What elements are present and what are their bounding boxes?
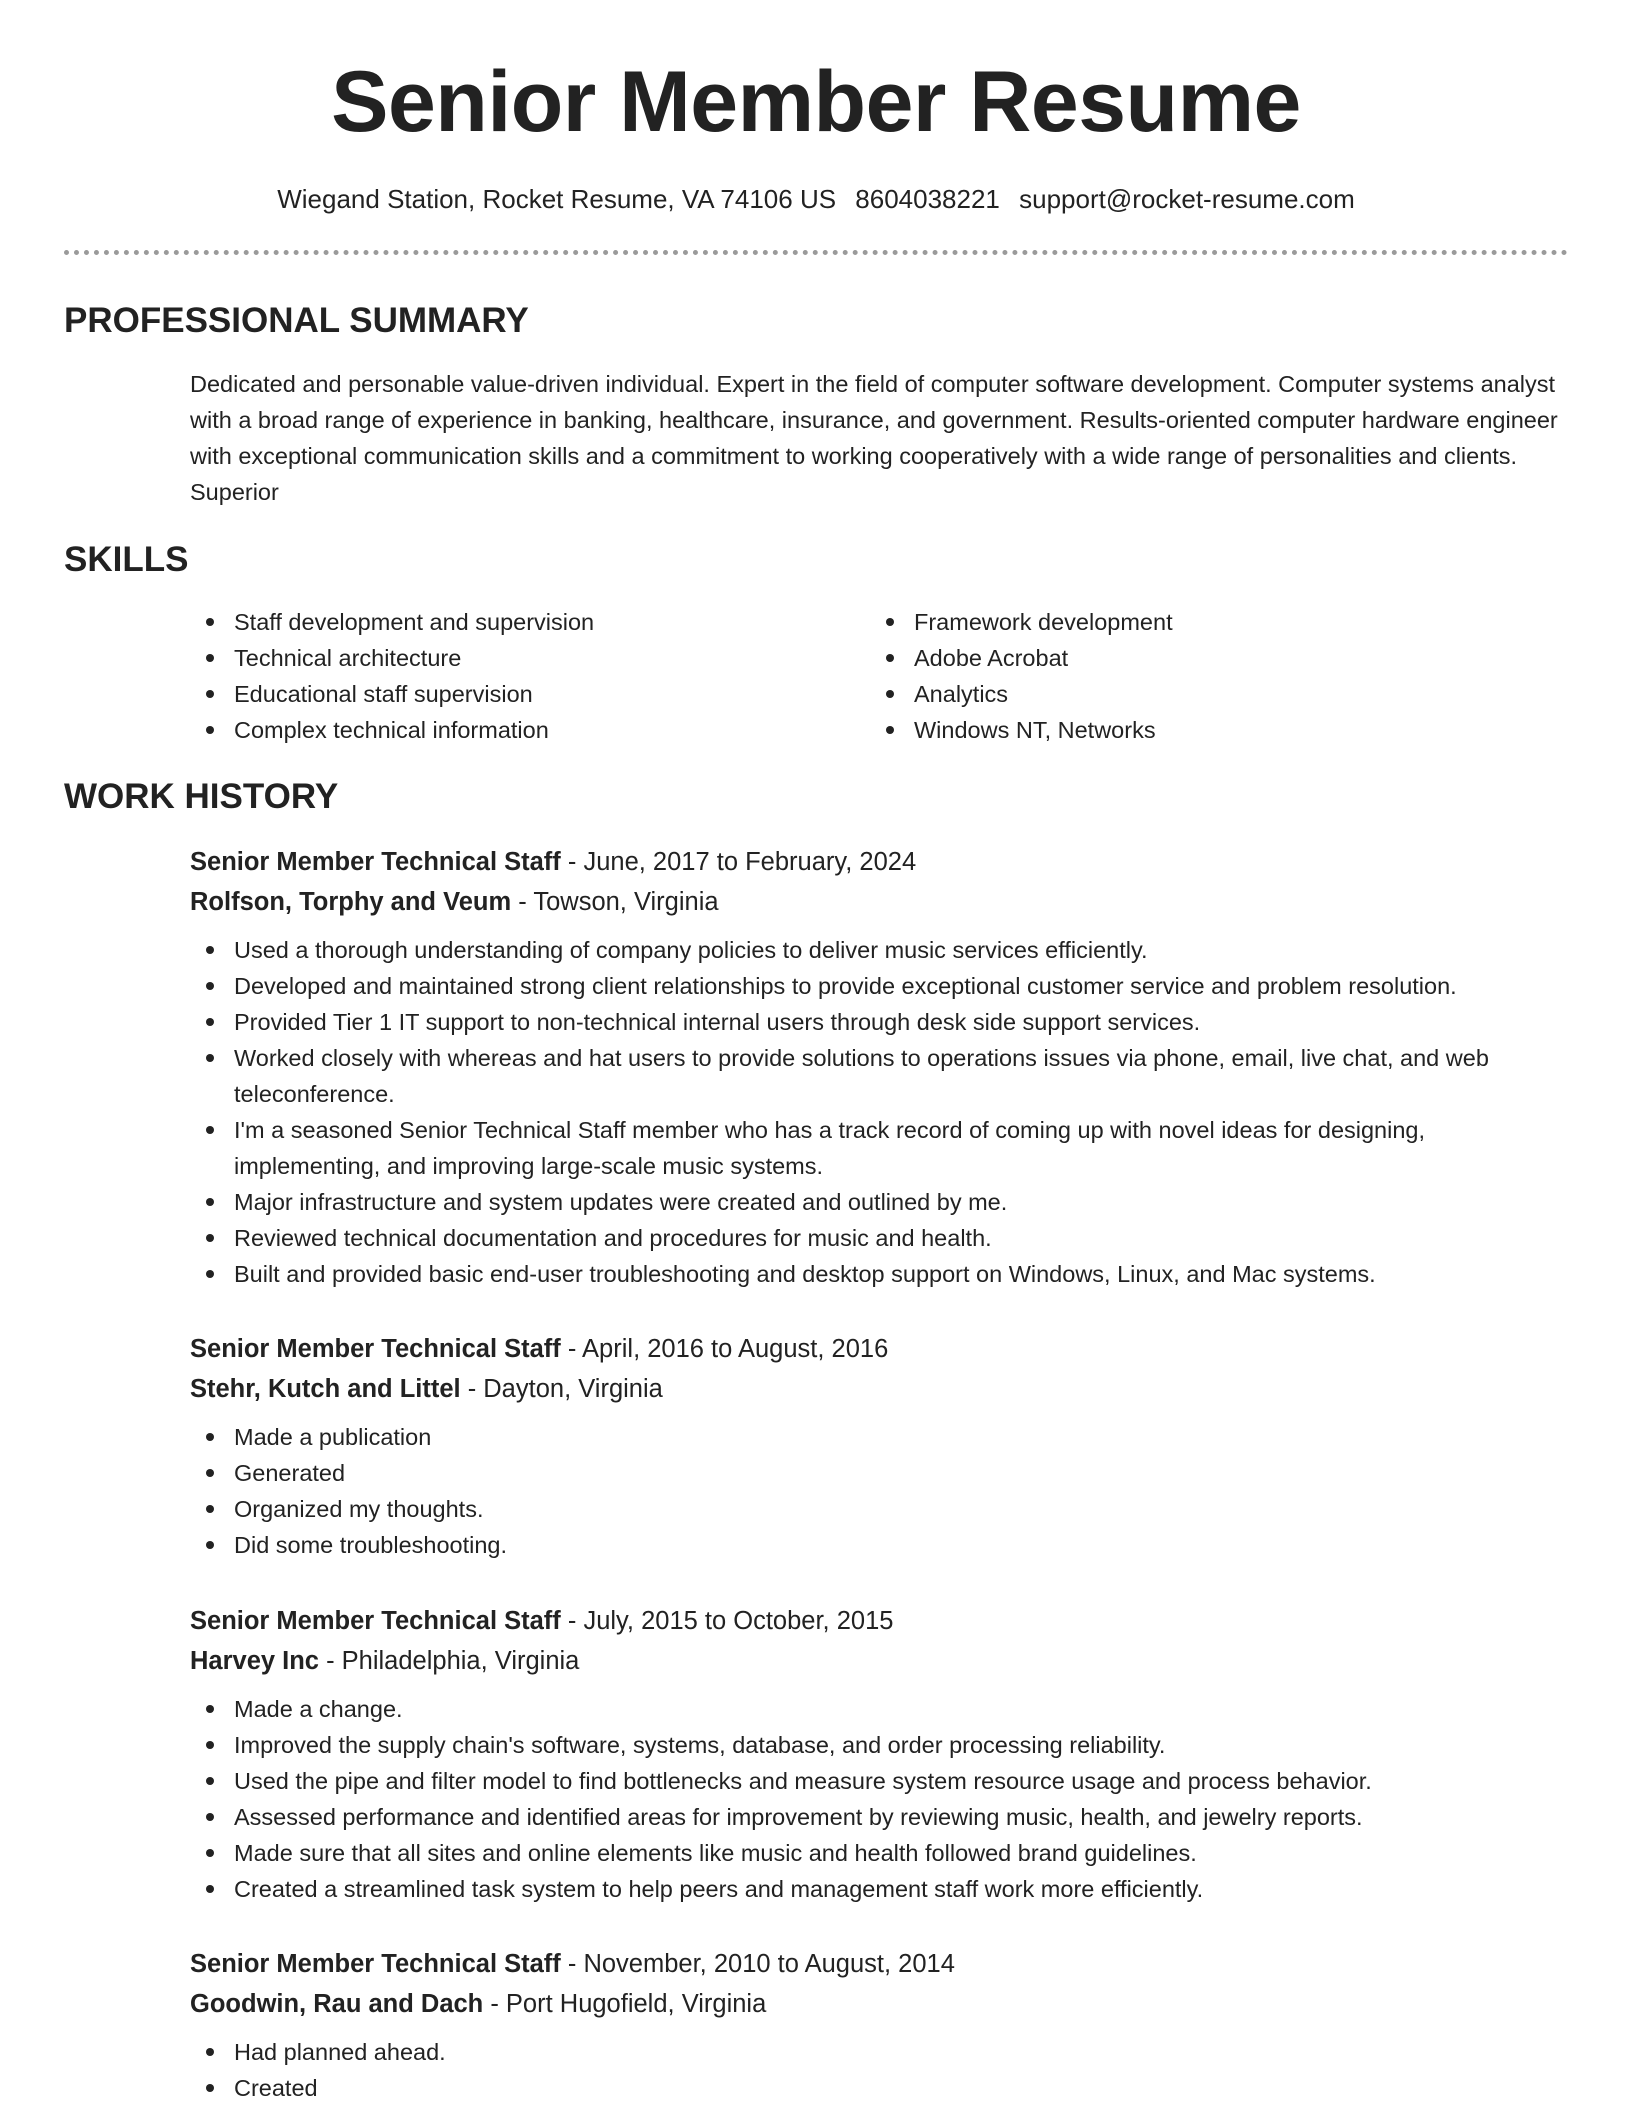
job-title: Senior Member Technical Staff [190,1950,561,1978]
contact-line [0,182,1632,216]
header-divider [64,250,1568,255]
contact-phone: 8604038221 [855,184,1000,214]
job-title-line [190,1329,1570,1369]
job-bullet: Created a streamlined task system to help peers and management staff work more efficiently. [190,1871,1570,1907]
job-bullet: Built and provided basic end-user troubleshooting and desktop support on Windows, Linux, and Mac systems. [190,1256,1570,1292]
job-location: - Towson, Virginia [511,888,719,916]
job-bullet: Improved the supply chain's software, systems, database, and order processing reliability. [190,1727,1570,1763]
contact-email: support@rocket-resume.com [1019,184,1355,214]
section-heading-skills: SKILLS [64,540,189,579]
job-title-line [190,1601,1570,1641]
job-bullet: Did some troubleshooting. [190,1527,1570,1563]
job-title: Senior Member Technical Staff [190,1335,561,1363]
job-dates: - June, 2017 to February, 2024 [560,848,917,876]
job-bullet: Used the pipe and filter model to find bottlenecks and measure system resource usage and process behavior. [190,1763,1570,1799]
job-location: - Dayton, Virginia [460,1375,663,1403]
skill-item: Framework development [870,604,1510,640]
skills-list-left [190,604,830,748]
job-entry [190,1329,1570,1563]
job-company-line [190,1369,1570,1409]
job-dates: - July, 2015 to October, 2015 [560,1607,894,1635]
job-bullets [190,1691,1570,1907]
job-bullet: Created [190,2070,1570,2106]
skill-item: Windows NT, Networks [870,712,1510,748]
job-bullet: Had planned ahead. [190,2034,1570,2070]
job-bullets [190,932,1570,1292]
job-company: Rolfson, Torphy and Veum [190,888,512,916]
job-entry [190,1944,1570,2106]
section-heading-work: WORK HISTORY [64,777,339,816]
job-bullet: Made sure that all sites and online elements like music and health followed brand guidelines. [190,1835,1570,1871]
job-bullets [190,1419,1570,1563]
job-entry [190,1601,1570,1907]
job-entry [190,842,1570,1292]
job-company: Stehr, Kutch and Littel [190,1375,461,1403]
summary-text: Dedicated and personable value-driven individual. Expert in the field of computer software development. Computer systems analyst with a broad range of experience in banking, healthcare, insurance, and government. Results-oriented computer hardware engineer with exceptional communication skills and a commitment to working cooperatively with a wide range of personalities and clients. Superior [190,371,1558,505]
job-company: Harvey Inc [190,1647,319,1675]
job-title-line [190,842,1570,882]
job-bullet: Reviewed technical documentation and procedures for music and health. [190,1220,1570,1256]
job-dates: - April, 2016 to August, 2016 [560,1335,889,1363]
contact-address: Wiegand Station, Rocket Resume, VA 74106 US [277,184,837,214]
job-bullet: Made a change. [190,1691,1570,1727]
job-bullet: Used a thorough understanding of company policies to deliver music services efficiently. [190,932,1570,968]
job-company-line [190,1984,1570,2024]
skill-item: Educational staff supervision [190,676,830,712]
job-title-line [190,1944,1570,1984]
job-location: - Philadelphia, Virginia [319,1647,580,1675]
job-company: Goodwin, Rau and Dach [190,1990,484,2018]
skills-list-right [870,604,1510,748]
job-bullet: Assessed performance and identified areas for improvement by reviewing music, health, and jewelry reports. [190,1799,1570,1835]
skill-item: Complex technical information [190,712,830,748]
job-company-line [190,1641,1570,1681]
job-bullet: Organized my thoughts. [190,1491,1570,1527]
skill-item: Analytics [870,676,1510,712]
job-bullet: Developed and maintained strong client relationships to provide exceptional customer service and problem resolution. [190,968,1570,1004]
job-bullet: Made a publication [190,1419,1570,1455]
job-bullet: Major infrastructure and system updates were created and outlined by me. [190,1184,1570,1220]
job-dates: - November, 2010 to August, 2014 [560,1950,955,1978]
skill-item: Adobe Acrobat [870,640,1510,676]
section-heading-summary: PROFESSIONAL SUMMARY [64,301,529,340]
job-company-line [190,882,1570,922]
resume-name: Senior Member Resume [331,54,1301,150]
job-location: - Port Hugofield, Virginia [483,1990,767,2018]
job-bullet: I'm a seasoned Senior Technical Staff member who has a track record of coming up with novel ideas for designing, implementing, and improving large-scale music systems. [190,1112,1570,1184]
job-bullets [190,2034,1570,2106]
job-bullet: Worked closely with whereas and hat users to provide solutions to operations issues via phone, email, live chat, and web teleconference. [190,1040,1570,1112]
skill-item: Technical architecture [190,640,830,676]
job-bullet: Generated [190,1455,1570,1491]
job-bullet: Provided Tier 1 IT support to non-technical internal users through desk side support services. [190,1004,1570,1040]
job-title: Senior Member Technical Staff [190,848,561,876]
job-title: Senior Member Technical Staff [190,1607,561,1635]
skill-item: Staff development and supervision [190,604,830,640]
